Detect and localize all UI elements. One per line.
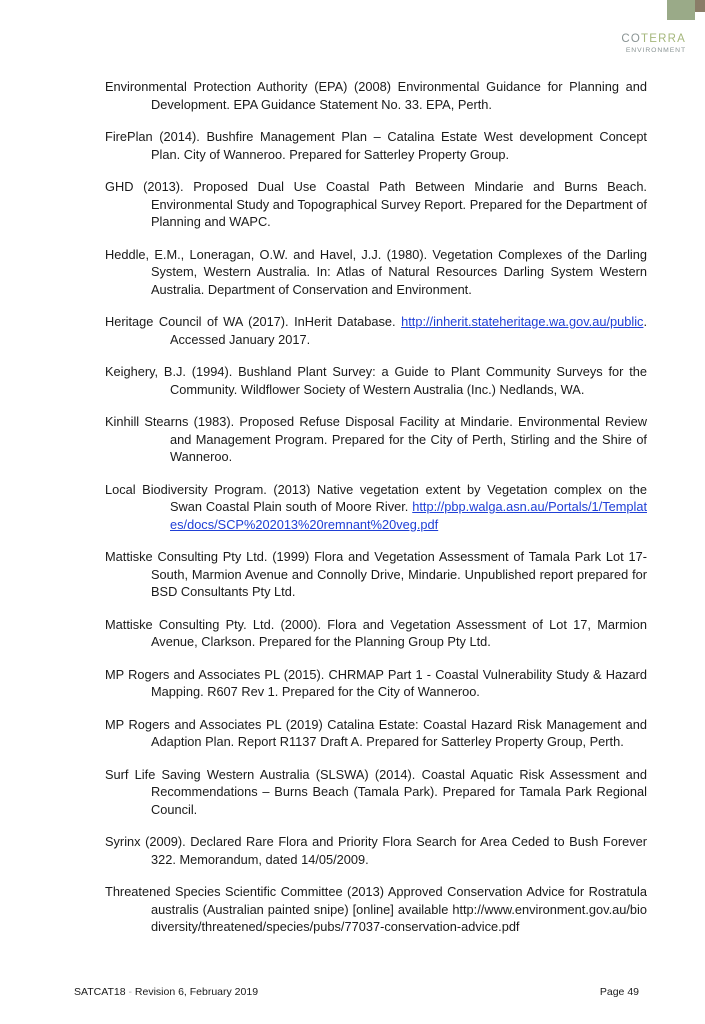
reference-entry: Heritage Council of WA (2017). InHerit Database. http://inherit.stateheritage.wa.gov.au/public. Accessed January 2017. <box>105 314 647 347</box>
reference-entry: MP Rogers and Associates PL (2019) Catalina Estate: Coastal Hazard Risk Management and Adaption Plan. Report R1137 Draft A. Prepared for Satterley Property Group, Perth. <box>105 716 647 749</box>
reference-entry: MP Rogers and Associates PL (2015). CHRMAP Part 1 - Coastal Vulnerability Study & Hazard Mapping. R607 Rev 1. Prepared for the City of Wanneroo. <box>105 666 647 699</box>
footer-page-number: Page 49 <box>599 986 639 998</box>
reference-entry: Surf Life Saving Western Australia (SLSWA) (2014). Coastal Aquatic Risk Assessment and Recommendations – Burns Beach (Tamala Park). Prepared for Tamala Park Regional Council. <box>105 766 647 817</box>
reference-entry: GHD (2013). Proposed Dual Use Coastal Path Between Mindarie and Burns Beach. Environmental Study and Topographical Survey Report. Prepared for the Department of Planning and WAPC. <box>105 179 647 229</box>
reference-link[interactable]: http://inherit.stateheritage.wa.gov.au/public <box>401 314 644 329</box>
reference-entry: Threatened Species Scientific Committee (2013) Approved Conservation Advice for Rostratula australis (Australian painted snipe) [online] available http://www.environment.gov.au/biodiversity/threatened/species/pubs/77037-conservation-advice.pdf <box>105 884 647 934</box>
footer-revision: Revision 6, February 2019 <box>134 986 259 998</box>
reference-link[interactable]: http://pbp.walga.asn.au/Portals/1/Templates/docs/SCP%202013%20remnant%20veg.pdf <box>170 499 647 532</box>
footer-document-info <box>74 986 258 998</box>
reference-entry: Mattiske Consulting Pty. Ltd. (2000). Flora and Vegetation Assessment of Lot 17, Marmion Avenue, Clarkson. Prepared for the Planning Group Pty Ltd. <box>105 616 647 649</box>
reference-entry: Environmental Protection Authority (EPA) (2008) Environmental Guidance for Planning and Development. EPA Guidance Statement No. 33. EPA, Perth. <box>105 79 647 112</box>
reference-entry: Kinhill Stearns (1983). Proposed Refuse Disposal Facility at Mindarie. Environmental Review and Management Program. Prepared for the City of Perth, Stirling and the Shire of Wanneroo. <box>105 414 647 464</box>
reference-entry: Syrinx (2009). Declared Rare Flora and Priority Flora Search for Area Ceded to Bush Forever 322. Memorandum, dated 14/05/2009. <box>105 834 647 867</box>
reference-list <box>105 78 647 951</box>
reference-entry: Local Biodiversity Program. (2013) Native vegetation extent by Vegetation complex on the Swan Coastal Plain south of Moore River. http://pbp.walga.asn.au/Portals/1/Templates/docs/SCP%202013%20remnant%20veg.pdf <box>105 481 647 532</box>
reference-entry: Mattiske Consulting Pty Ltd. (1999) Flora and Vegetation Assessment of Tamala Park Lot 17-South, Marmion Avenue and Connolly Drive, Mindarie. Unpublished report prepared for BSD Consultants Pty Ltd. <box>105 549 647 599</box>
logo-subtitle: ENVIRONMENT <box>625 46 686 54</box>
footer-separator: - <box>128 986 132 998</box>
corner-accent-green <box>667 0 695 20</box>
footer-doc-code: SATCAT18 <box>74 986 126 998</box>
reference-entry: FirePlan (2014). Bushfire Management Plan – Catalina Estate West development Concept Plan. City of Wanneroo. Prepared for Satterley Property Group. <box>105 129 647 162</box>
reference-url-text: http://www.environment.gov.au/biodiversity/threatened/species/pubs/77037-conservation-advice.pdf <box>151 901 647 934</box>
logo-wordmark: COTERRA <box>621 33 686 45</box>
corner-accent-brown <box>695 0 705 12</box>
reference-entry: Keighery, B.J. (1994). Bushland Plant Survey: a Guide to Plant Community Surveys for the Community. Wildflower Society of Western Australia (Inc.) Nedlands, WA. <box>105 364 647 397</box>
reference-entry: Heddle, E.M., Loneragan, O.W. and Havel, J.J. (1980). Vegetation Complexes of the Darling System, Western Australia. In: Atlas of Natural Resources Darling System Western Australia. Department of Conservation and Environment. <box>105 246 647 297</box>
coterra-logo <box>621 34 686 54</box>
